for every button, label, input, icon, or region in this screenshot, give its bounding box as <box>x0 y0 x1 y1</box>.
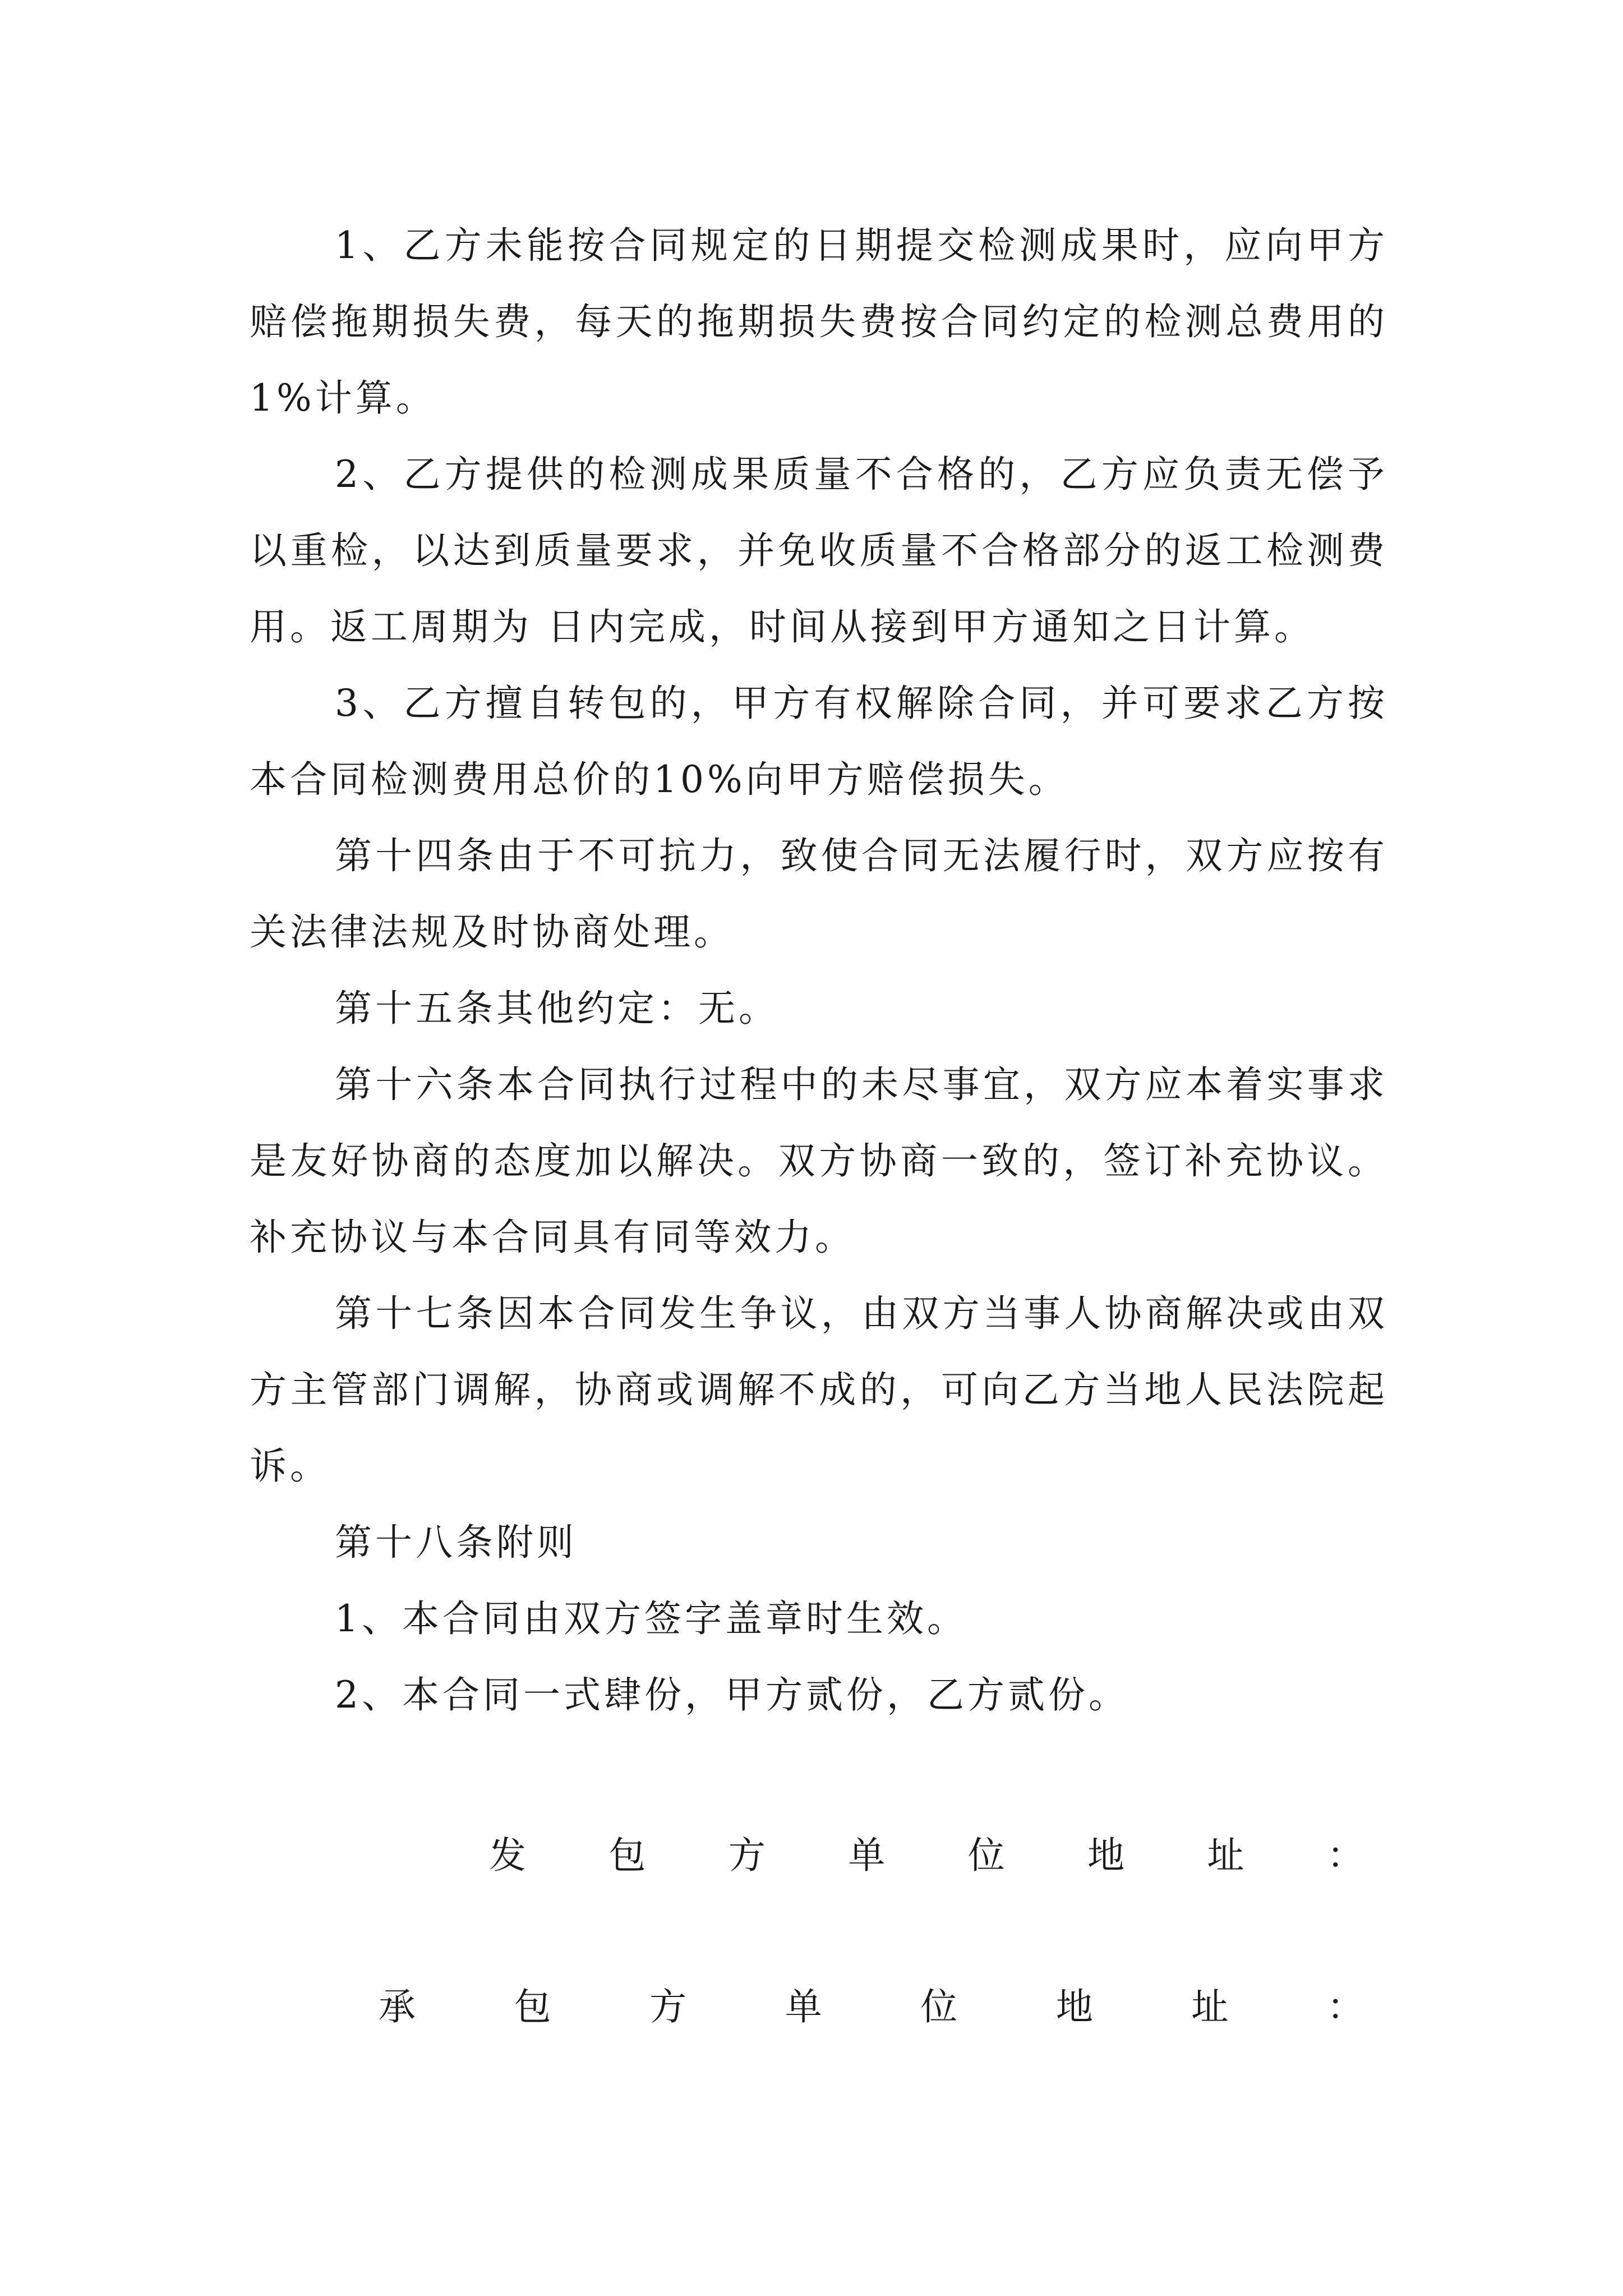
clause-subcontracting: 3、乙方擅自转包的，甲方有权解除合同，并可要求乙方按本合同检测费用总价的10%向甲方赔偿损失。 <box>250 682 1388 801</box>
address-label-char: 单 <box>785 1985 822 2028</box>
address-label-char: 包 <box>608 1834 646 1877</box>
address-label-char: ： <box>1326 1985 1364 2028</box>
provision-effective-date: 1、本合同由双方签字盖章时生效。 <box>335 1597 967 1640</box>
address-label-char: ： <box>1326 1834 1364 1877</box>
employer-address-label <box>489 1833 1364 1878</box>
contractor-address-label <box>379 1985 1364 2030</box>
address-label-char: 址 <box>1207 1834 1244 1877</box>
address-label-char: 位 <box>920 1985 958 2028</box>
provision-copies: 2、本合同一式肆份，甲方贰份，乙方贰份。 <box>335 1673 1129 1717</box>
contract-body <box>250 208 1388 1733</box>
clause-quality-rework: 2、乙方提供的检测成果质量不合格的，乙方应负责无偿予以重检，以达到质量要求，并免收质量不合格部分的返工检测费用。返工周期为 日内完成，时间从接到甲方通知之日计算。 <box>250 453 1388 648</box>
address-label-char: 方 <box>649 1985 687 2028</box>
address-label-char: 址 <box>1191 1985 1229 2028</box>
address-label-char: 位 <box>967 1834 1005 1877</box>
address-label-char: 方 <box>728 1834 766 1877</box>
article-14-force-majeure: 第十四条由于不可抗力，致使合同无法履行时，双方应按有关法律法规及时协商处理。 <box>250 834 1388 954</box>
article-16-unresolved-matters: 第十六条本合同执行过程中的未尽事宜，双方应本着实事求是友好协商的态度加以解决。双方协商一致的，签订补充协议。补充协议与本合同具有同等效力。 <box>250 1063 1388 1259</box>
address-label-char: 承 <box>379 1985 416 2028</box>
address-label-char: 地 <box>1087 1834 1125 1877</box>
article-15-other-terms: 第十五条其他约定：无。 <box>335 987 779 1030</box>
address-label-char: 地 <box>1055 1985 1093 2028</box>
address-label-char: 单 <box>848 1834 886 1877</box>
article-18-supplementary-provisions: 第十八条附则 <box>335 1521 577 1564</box>
clause-delay-penalty: 1、乙方未能按合同规定的日期提交检测成果时，应向甲方赔偿拖期损失费，每天的拖期损失费按合同约定的检测总费用的1%计算。 <box>250 224 1388 420</box>
address-label-char: 发 <box>489 1834 526 1877</box>
article-17-disputes: 第十七条因本合同发生争议，由双方当事人协商解决或由双方主管部门调解，协商或调解不成的，可向乙方当地人民法院起诉。 <box>250 1292 1388 1488</box>
address-label-char: 包 <box>514 1985 551 2028</box>
